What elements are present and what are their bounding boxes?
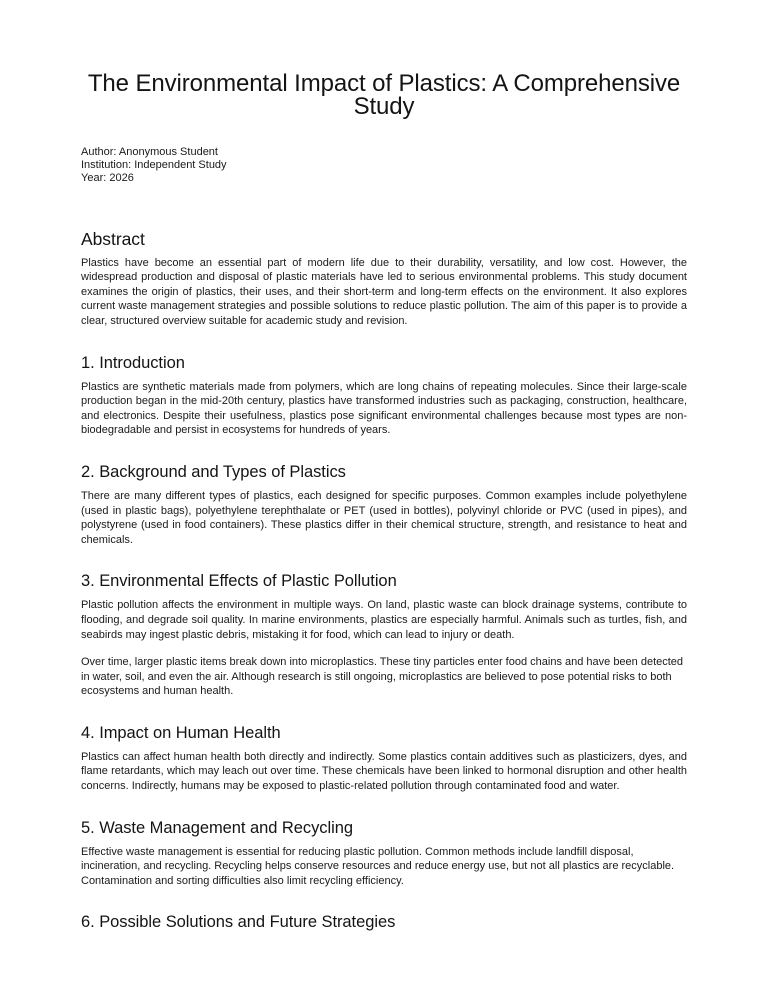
section-paragraph-background: There are many different types of plastics, each designed for specific purposes. Common examples include polyethylene (used in plastic bags), polyethylene terephthalate or PET (used in bottles), polyvinyl chloride or PVC (used in pipes), and polystyrene (used in food containers). These plastics differ in their chemical structure, strength, and resistance to heat and chemicals. bbox=[81, 489, 687, 546]
section-paragraph-introduction: Plastics are synthetic materials made from polymers, which are long chains of repeating molecules. Since their large-scale production began in the mid-20th century, plastics have transformed industries such as packaging, construction, healthcare, and electronics. Despite their usefulness, plastics pose significant environmental challenges because most types are non-biodegradable and persist in ecosystems for hundreds of years. bbox=[81, 380, 687, 437]
section-heading-possible-solutions: 6. Possible Solutions and Future Strategies bbox=[81, 913, 396, 932]
section-heading-background: 2. Background and Types of Plastics bbox=[81, 462, 346, 481]
document-metadata bbox=[81, 146, 687, 186]
section-paragraph-environmental-effects-2: Over time, larger plastic items break down into microplastics. These tiny particles enter food chains and have been detected in water, soil, and even the air. Although research is still ongoing, microplastics are believed to pose potential risks to both ecosystems and human health. bbox=[81, 656, 684, 698]
metadata-year: Year: 2026 bbox=[81, 172, 134, 185]
section-heading-human-health: 4. Impact on Human Health bbox=[81, 723, 281, 742]
section-heading-abstract: Abstract bbox=[81, 228, 145, 249]
section-heading-introduction: 1. Introduction bbox=[81, 353, 185, 372]
page-title: The Environmental Impact of Plastics: A Comprehensive Study bbox=[87, 70, 681, 120]
document-content-column bbox=[81, 0, 687, 932]
section-paragraph-environmental-effects-1: Plastic pollution affects the environment in multiple ways. On land, plastic waste can block drainage systems, contribute to flooding, and degrade soil quality. In marine environments, plastics are especially harmful. Animals such as turtles, fish, and seabirds may ingest plastic debris, mistaking it for food, which can lead to injury or death. bbox=[81, 599, 687, 641]
section-paragraph-waste-management: Effective waste management is essential for reducing plastic pollution. Common methods include landfill disposal, incineration, and recycling. Recycling helps conserve resources and reduce energy use, but not all plastics are recyclable. Contamination and sorting difficulties also limit recycling efficiency. bbox=[81, 845, 675, 887]
metadata-author: Author: Anonymous Student bbox=[81, 146, 218, 158]
metadata-institution: Institution: Independent Study bbox=[81, 159, 227, 172]
section-paragraph-human-health: Plastics can affect human health both directly and indirectly. Some plastics contain additives such as plasticizers, dyes, and flame retardants, which may leach out over time. These chemicals have been linked to hormonal disruption and other health concerns. Indirectly, humans may be exposed to plastic-related pollution through contaminated food and water. bbox=[81, 750, 687, 793]
section-paragraph-abstract: Plastics have become an essential part of modern life due to their durability, versatility, and low cost. However, the widespread production and disposal of plastic materials have led to serious environmental problems. This study document examines the origin of plastics, their uses, and their short-term and long-term effects on the environment. It also explores current waste management strategies and possible solutions to reduce plastic pollution. The aim of this paper is to provide a clear, structured overview suitable for academic study and revision. bbox=[81, 256, 687, 327]
section-heading-environmental-effects: 3. Environmental Effects of Plastic Pollution bbox=[81, 572, 397, 591]
section-heading-waste-management: 5. Waste Management and Recycling bbox=[81, 818, 353, 837]
